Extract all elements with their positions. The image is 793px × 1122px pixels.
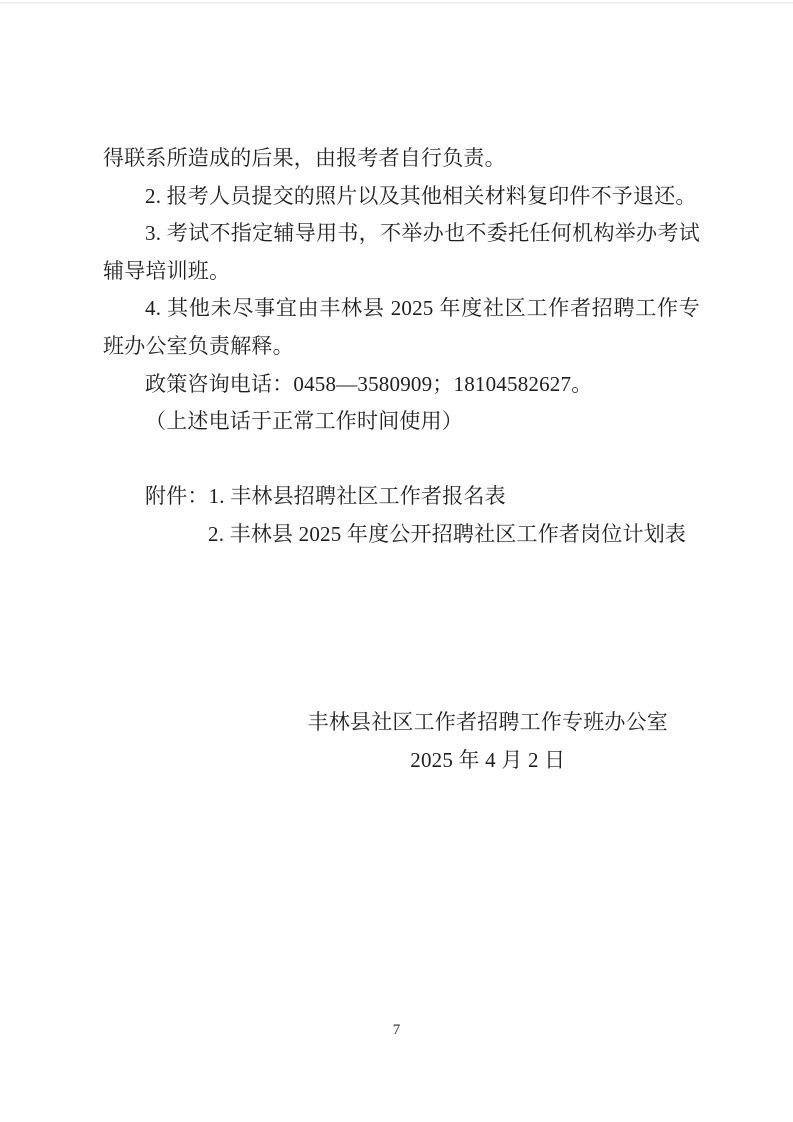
page-top-edge-divider — [0, 2, 793, 4]
body-line-continuation: 得联系所造成的后果，由报考者自行负责。 — [103, 146, 506, 170]
blank-line-spacer — [103, 441, 700, 479]
body-line-phone: 政策咨询电话：0458—3580909；18104582627。 — [145, 371, 593, 396]
body-line-item-2: 2. 报考人员提交的照片以及其他相关材料复印件不予退还。 — [145, 183, 697, 208]
document-body — [103, 140, 700, 779]
page-number: 7 — [392, 1022, 401, 1038]
signature-block — [308, 704, 668, 779]
body-line-item-3-cont: 辅导培训班。 — [103, 258, 231, 283]
attachment-line-2: 2. 丰林县 2025 年度公开招聘社区工作者岗位计划表 — [208, 521, 687, 546]
body-line-item-4-cont: 班办公室负责解释。 — [103, 333, 294, 358]
body-line-item-4: 4. 其他未尽事宜由丰林县 2025 年度社区工作者招聘工作专 — [145, 296, 700, 321]
signature-date: 2025 年 4 月 2 日 — [410, 747, 566, 772]
signature-org: 丰林县社区工作者招聘工作专班办公室 — [307, 709, 668, 734]
body-line-phone-note: （上述电话于正常工作时间使用） — [145, 409, 463, 434]
attachment-line-1: 附件：1. 丰林县招聘社区工作者报名表 — [145, 484, 506, 509]
body-line-item-3: 3. 考试不指定辅导用书，不举办也不委托任何机构举办考试 — [145, 221, 700, 246]
blank-block-spacer — [103, 554, 700, 704]
